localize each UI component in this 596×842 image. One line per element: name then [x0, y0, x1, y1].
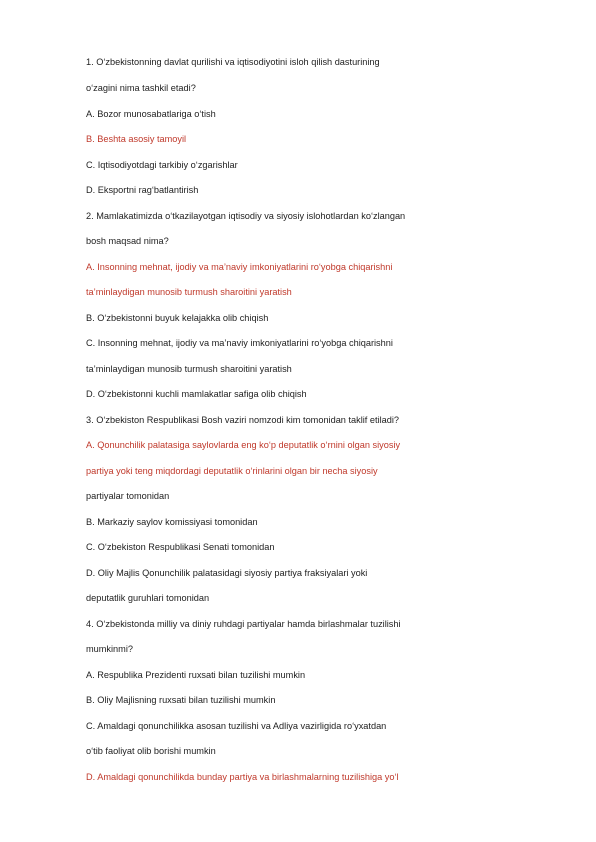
question-3-option-a-line-3: partiyalar tomonidan [86, 491, 170, 501]
question-4-option-c-line-1: C. Amaldagi qonunchilikka asosan tuzilishi va Adliya vazirligida ro‘yxatdan [86, 721, 387, 731]
question-2-option-d: D. O‘zbekistonni kuchli mamlakatlar safiga olib chiqish [86, 389, 307, 399]
question-1-option-a: A. Bozor munosabatlariga o‘tish [86, 109, 216, 119]
question-3-option-b: B. Markaziy saylov komissiyasi tomonidan [86, 517, 258, 527]
question-1-line-2: o‘zagini nima tashkil etadi? [86, 83, 196, 93]
question-3-option-a-answer-line-1: A. Qonunchilik palatasiga saylovlarda eng ko‘p deputatlik o‘rnini olgan siyosiy [86, 440, 401, 450]
question-2-option-b: B. O‘zbekistonni buyuk kelajakka olib chiqish [86, 313, 269, 323]
question-3-option-c: C. O‘zbekiston Respublikasi Senati tomonidan [86, 542, 275, 552]
question-4-option-a: A. Respublika Prezidenti ruxsati bilan tuzilishi mumkin [86, 670, 306, 680]
question-2-option-a-answer-line-2: ta’minlaydigan munosib turmush sharoitini yaratish [86, 287, 292, 297]
question-4-line-1: 4. O‘zbekistonda milliy va diniy ruhdagi partiyalar hamda birlashmalar tuzilishi [86, 619, 401, 629]
question-1-option-c: C. Iqtisodiyotdagi tarkibiy o‘zgarishlar [86, 160, 238, 170]
question-2-option-c-line-1: C. Insonning mehnat, ijodiy va ma’naviy imkoniyatlarini ro‘yobga chiqarishni [86, 338, 393, 348]
question-4-option-b: B. Oliy Majlisning ruxsati bilan tuzilishi mumkin [86, 695, 276, 705]
question-1-option-d: D. Eksportni rag‘batlantirish [86, 185, 199, 195]
question-2-option-a-answer-line-1: A. Insonning mehnat, ijodiy va ma’naviy imkoniyatlarini ro‘yobga chiqarishni [86, 262, 393, 272]
question-2-line-2: bosh maqsad nima? [86, 236, 169, 246]
question-3-option-d-line-2: deputatlik guruhlari tomonidan [86, 593, 210, 603]
question-4-option-d-answer: D. Amaldagi qonunchilikda bunday partiya va birlashmalarning tuzilishiga yo‘l [86, 772, 399, 782]
question-1-option-b-answer: B. Beshta asosiy tamoyil [86, 134, 187, 144]
question-3-line-1: 3. O‘zbekiston Respublikasi Bosh vaziri nomzodi kim tomonidan taklif etiladi? [86, 415, 400, 425]
question-3-option-a-answer-line-2: partiya yoki teng miqdordagi deputatlik o‘rinlarini olgan bir necha siyosiy [86, 466, 378, 476]
question-4-option-c-line-2: o‘tib faoliyat olib borishi mumkin [86, 746, 216, 756]
question-1-line-1: 1. O‘zbekistonning davlat qurilishi va iqtisodiyotini isloh qilish dasturining [86, 57, 380, 67]
question-2-option-c-line-2: ta’minlaydigan munosib turmush sharoitini yaratish [86, 364, 292, 374]
question-2-line-1: 2. Mamlakatimizda o‘tkazilayotgan iqtisodiy va siyosiy islohotlardan ko‘zlangan [86, 211, 406, 221]
question-3-option-d-line-1: D. Oliy Majlis Qonunchilik palatasidagi siyosiy partiya fraksiyalari yoki [86, 568, 368, 578]
question-4-line-2: mumkinmi? [86, 644, 133, 654]
